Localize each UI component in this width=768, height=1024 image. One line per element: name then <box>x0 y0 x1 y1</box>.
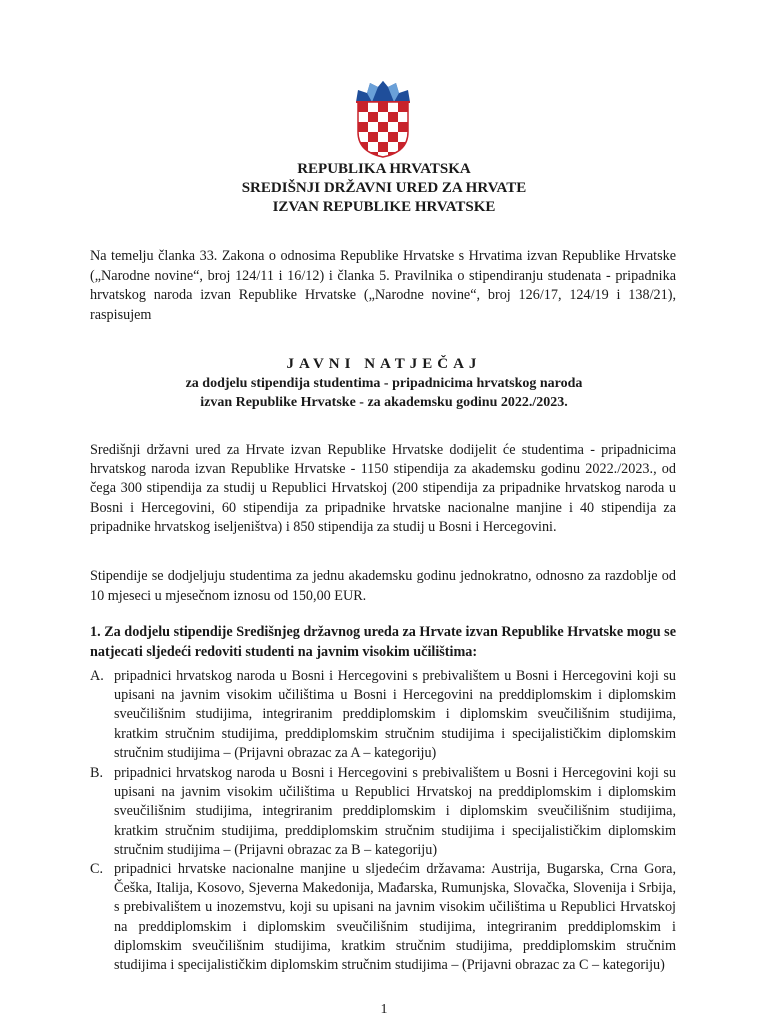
title-sub-2: izvan Republike Hrvatske - za akademsku godinu 2022./2023. <box>200 395 568 410</box>
list-item-text: pripadnici hrvatske nacionalne manjine u sljedećim državama: Austrija, Bugarska, Crna Gora, Češka, Italija, Kosovo, Sjeverna Makedonija, Mađarska, Rumunjska, Slovačka, Slovenija i Srbija, s prebivalištem u inozemstvu, koji su upisani na javnim visokim učilištima u Republici Hrvatskoj na preddiplomskim i diplomskim sveučilišnim studijima, integriranim preddiplomskim i diplomskim sveučilišnim studijima, kratkim stručnim studijima, preddiplomskim stručnim studijima i specijalističkim diplomskim stručnim studijima – (Prijavni obrazac za C – kategoriju) <box>114 861 676 974</box>
list-item-b <box>90 764 676 860</box>
list-item-letter: A. <box>90 668 104 684</box>
list-item-a <box>90 667 676 763</box>
paragraph-scholarships-count: Središnji državni ured za Hrvate izvan Republike Hrvatske dodijelit će studentima - pripadnicima hrvatskog naroda izvan Republike Hrvatske - 1150 stipendija za akademsku godinu 2022./2023., od čega 300 stipendija za studij u Republici Hrvatskoj (200 stipendija za pripadnike hrvatskog naroda u Bosni i Hercegovini, 60 stipendija za pripadnike hrvatske nacionalne manjine i 40 stipendija za pripadnike hrvatskog iseljeništva) i 850 stipendija za studij u Bosni i Hercegovini. <box>90 442 676 535</box>
title-main: JAVNI NATJEČAJ <box>286 356 482 372</box>
list-item-text: pripadnici hrvatskog naroda u Bosni i Hercegovini s prebivalištem u Bosni i Hercegovini koji su upisani na javnim visokim učilištima u Republici Hrvatskoj na preddiplomskim i diplomskim sveučilišnim studijima, integriranim preddiplomskim i diplomskim sveučilišnim studijima, kratkim stručnim studijima, preddiplomskim stručnim studijima i specijalističkim diplomskim stručnim studijima – (Prijavni obrazac za B – kategoriju) <box>114 765 676 858</box>
page-number: 1 <box>380 1002 388 1017</box>
document-title <box>0 354 768 412</box>
title-sub-1: za dodjelu stipendija studentima - pripadnicima hrvatskog naroda <box>185 376 583 391</box>
section-heading-1: 1. Za dodjelu stipendije Središnjeg državnog ureda za Hrvate izvan Republike Hrvatske mogu se natjecati sljedeći redoviti studenti na javnim visokim učilištima: <box>90 624 676 660</box>
croatian-coat-of-arms-icon <box>350 80 416 158</box>
document-header <box>0 160 768 217</box>
header-line-1: REPUBLIKA HRVATSKA <box>297 161 471 177</box>
list-item-text: pripadnici hrvatskog naroda u Bosni i Hercegovini s prebivalištem u Bosni i Hercegovini koji su upisani na javnim visokim učilištima u Bosni i Hercegovini na preddiplomskim i diplomskim sveučilišnim studijima, integriranim preddiplomskim i diplomskim sveučilišnim studijima, kratkim stručnim studijima, preddiplomskim stručnim studijima i specijalističkim diplomskim stručnim studijima – (Prijavni obrazac za A – kategoriju) <box>114 668 676 761</box>
paragraph-scholarship-amount: Stipendije se dodjeljuju studentima za jednu akademsku godinu jednokratno, odnosno za razdoblje od 10 mjeseci u mjesečnom iznosu od 150,00 EUR. <box>90 568 676 604</box>
list-item-letter: B. <box>90 765 104 781</box>
list-item-c <box>90 860 676 975</box>
header-line-3: IZVAN REPUBLIKE HRVATSKE <box>272 199 496 215</box>
header-line-2: SREDIŠNJI DRŽAVNI URED ZA HRVATE <box>241 180 527 196</box>
list-item-letter: C. <box>90 861 104 877</box>
intro-paragraph: Na temelju članka 33. Zakona o odnosima Republike Hrvatske s Hrvatima izvan Republike Hrvatske („Narodne novine“, broj 124/11 i 16/12) i članka 5. Pravilnika o stipendiranju studenata - pripadnika hrvatskog naroda izvan Republike Hrvatske („Narodne novine“, broj 126/17, 124/19 i 138/21), raspisujem <box>90 248 676 323</box>
